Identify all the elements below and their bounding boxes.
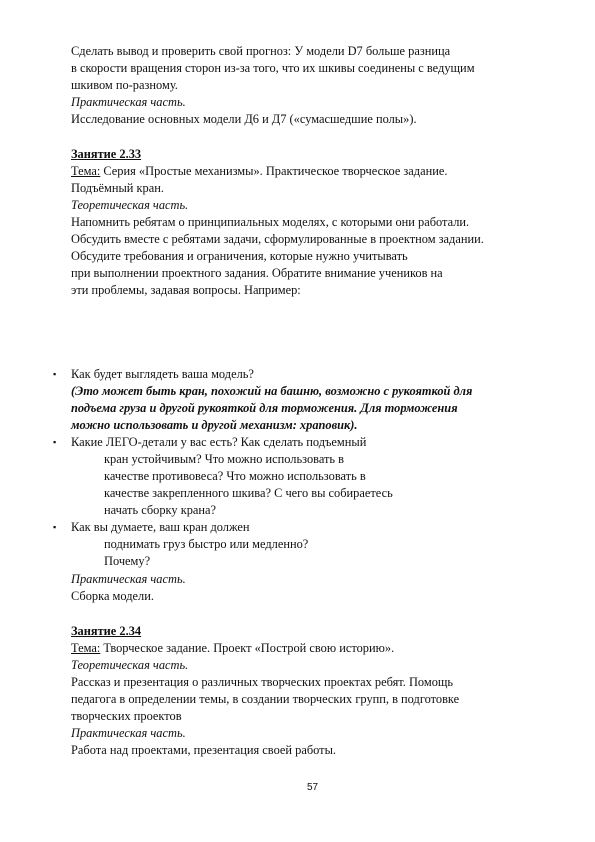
question-2: Какие ЛЕГО-детали у вас есть? Как сделать подъемный	[71, 435, 367, 449]
bullet-icon: ▪	[53, 369, 57, 379]
research-text: Исследование основных модели Д6 и Д7 («сумасшедшие полы»).	[71, 112, 417, 126]
question-3-cont: поднимать груз быстро или медленно?	[104, 537, 309, 551]
question-1-note: можно использовать и другой механизм: храповик).	[71, 418, 358, 432]
theory-heading: Теоретическая часть.	[71, 198, 189, 212]
bullet-icon: ▪	[53, 437, 57, 447]
question-2-cont: кран устойчивым? Что можно использовать в	[104, 452, 345, 466]
paragraph-line: эти проблемы, задавая вопросы. Например:	[71, 283, 301, 297]
paragraph-line: педагога в определении темы, в создании творческих групп, в подготовке	[71, 692, 460, 706]
topic-text: Творческое задание. Проект «Построй свою историю».	[100, 641, 395, 655]
page-number: 57	[307, 782, 319, 793]
bullet-icon: ▪	[53, 522, 57, 532]
question-2-cont: качестве закрепленного шкива? С чего вы собираетесь	[104, 486, 393, 500]
question-3-cont: Почему?	[104, 554, 151, 568]
question-1: Как будет выглядеть ваша модель?	[71, 367, 254, 381]
question-2-cont: начать сборку крана?	[104, 503, 217, 517]
question-1-note: подъема груза и другой рукояткой для торможения. Для торможения	[71, 401, 458, 415]
topic-text-continued: Подъёмный кран.	[71, 181, 164, 195]
lesson-heading-2-34: Занятие 2.34	[71, 624, 142, 638]
paragraph-line: Напомнить ребятам о принципиальных моделях, с которыми они работали.	[71, 215, 470, 229]
practical-heading: Практическая часть.	[71, 726, 186, 740]
lesson-topic-2-34	[71, 641, 394, 656]
intro-line-2: в скорости вращения сторон из-за того, что их шкивы соединены с ведущим	[71, 61, 475, 75]
paragraph-line: Рассказ и презентация о различных творческих проектах ребят. Помощь	[71, 675, 454, 689]
paragraph-line: Обсудить вместе с ребятами задачи, сформулированные в проектном задании.	[71, 232, 484, 246]
question-2-cont: качестве противовеса? Что можно использовать в	[104, 469, 366, 483]
paragraph-line: Обсудите требования и ограничения, которые нужно учитывать	[71, 249, 408, 263]
intro-line-3: шкивом по-разному.	[71, 78, 178, 92]
question-1-note: (Это может быть кран, похожий на башню, возможно с рукояткой для	[71, 384, 473, 398]
lesson-heading-2-33: Занятие 2.33	[71, 147, 142, 161]
paragraph-line: при выполнении проектного задания. Обратите внимание учеников на	[71, 266, 443, 280]
assembly-text: Сборка модели.	[71, 589, 154, 603]
paragraph-line: творческих проектов	[71, 709, 182, 723]
topic-label: Тема:	[71, 164, 101, 178]
topic-text: Серия «Простые механизмы». Практическое творческое задание.	[100, 164, 448, 178]
practical-heading: Практическая часть.	[71, 572, 186, 586]
topic-label: Тема:	[71, 641, 101, 655]
lesson-topic-2-33	[71, 164, 447, 179]
intro-line-1: Сделать вывод и проверить свой прогноз: У модели D7 больше разница	[71, 44, 451, 58]
practical-heading: Практическая часть.	[71, 95, 186, 109]
work-text: Работа над проектами, презентация своей работы.	[71, 743, 337, 757]
question-3: Как вы думаете, ваш кран должен	[71, 520, 250, 534]
theory-heading: Теоретическая часть.	[71, 658, 189, 672]
